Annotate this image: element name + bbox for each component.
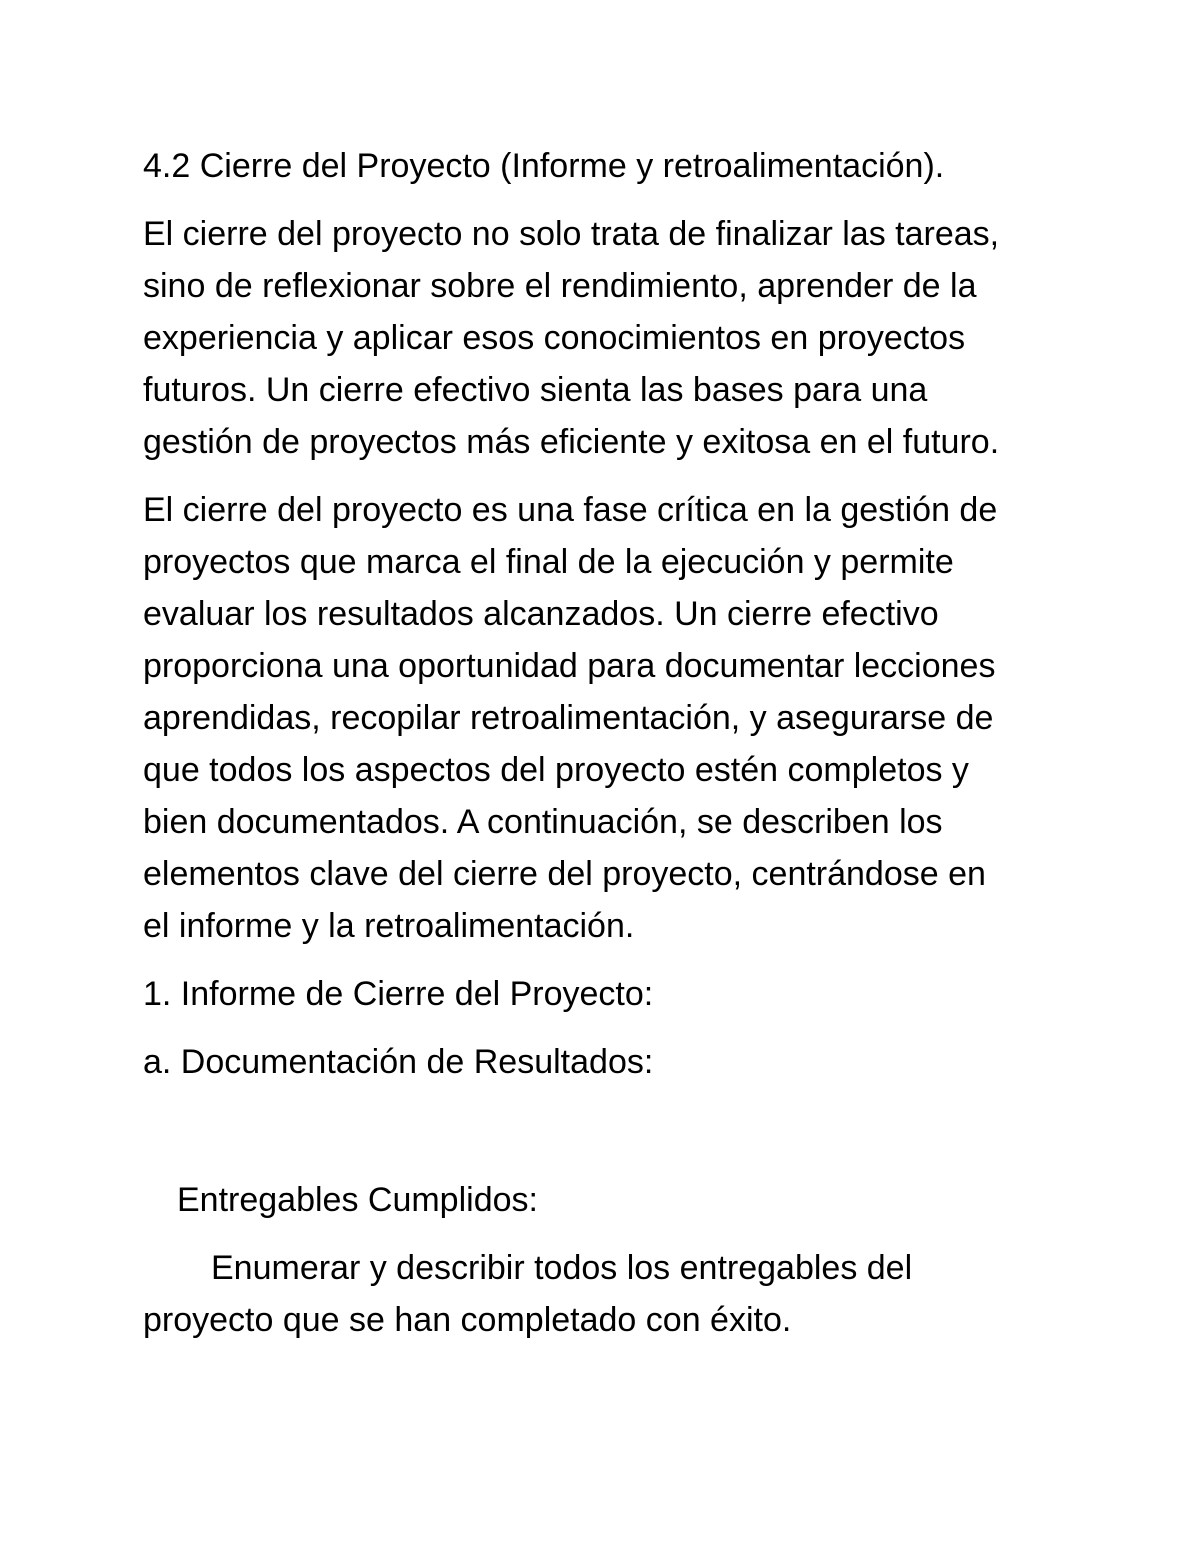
item-title: Entregables Cumplidos: [177,1181,538,1219]
paragraph-line: El cierre del proyecto no solo trata de finalizar las tareas, [143,215,1000,253]
item-body-line: Enumerar y describir todos los entregables del [211,1249,913,1287]
paragraph-line: aprendidas, recopilar retroalimentación, y asegurarse de [143,699,994,737]
paragraph-line: que todos los aspectos del proyecto estén completos y [143,751,969,789]
paragraph-2 [143,484,1073,952]
paragraph-line: El cierre del proyecto es una fase crítica en la gestión de [143,491,998,529]
paragraph-line: proporciona una oportunidad para documentar lecciones [143,647,996,685]
paragraph-line: evaluar los resultados alcanzados. Un cierre efectivo [143,595,939,633]
item-body-line: proyecto que se han completado con éxito. [143,1301,792,1339]
paragraph-line: experiencia y aplicar esos conocimientos en proyectos [143,319,966,357]
document-page [143,140,1073,1346]
paragraph-line: el informe y la retroalimentación. [143,907,635,945]
paragraph-line: bien documentados. A continuación, se describen los [143,803,943,841]
lettered-subheading: a. Documentación de Resultados: [143,1043,654,1081]
paragraph-1 [143,208,1073,468]
numbered-heading: 1. Informe de Cierre del Proyecto: [143,975,654,1013]
paragraph-line: gestión de proyectos más eficiente y exitosa en el futuro. [143,423,1000,461]
paragraph-line: proyectos que marca el final de la ejecución y permite [143,543,954,581]
section-heading: 4.2 Cierre del Proyecto (Informe y retroalimentación). [143,147,945,185]
paragraph-line: futuros. Un cierre efectivo sienta las bases para una [143,371,928,409]
paragraph-line: sino de reflexionar sobre el rendimiento, aprender de la [143,267,977,305]
item-body [143,1242,1073,1346]
paragraph-line: elementos clave del cierre del proyecto, centrándose en [143,855,986,893]
